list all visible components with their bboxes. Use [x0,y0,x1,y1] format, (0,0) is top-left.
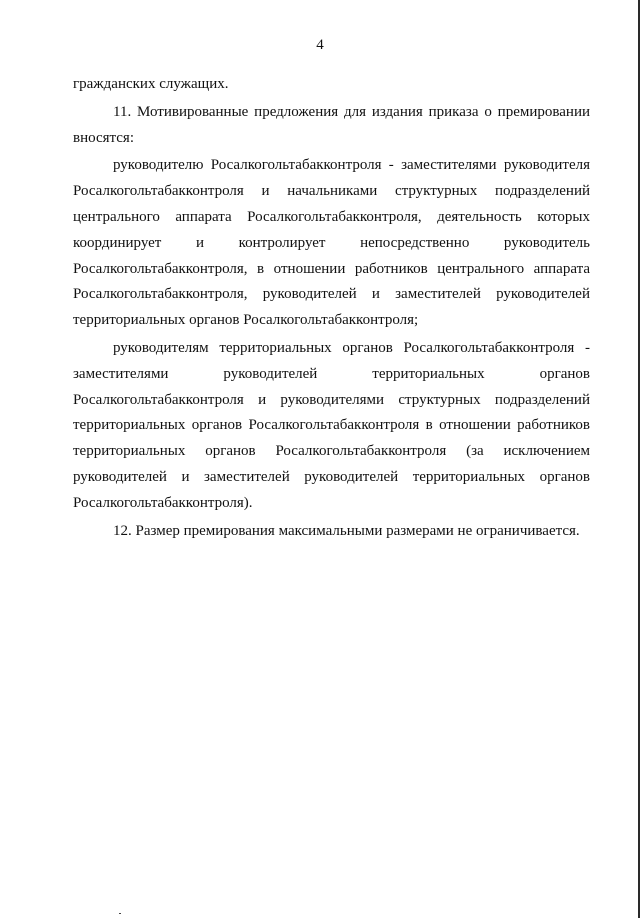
document-body [73,72,590,544]
paragraph-territorial-organs: руководителям территориальных органов Росалкогольтабакконтроля - заместителями руководителей территориальных органов Росалкогольтабакконтроля и руководителями структурных подразделений территориальных органов Росалкогольтабакконтроля в отношении работников территориальных органов Росалкогольтабакконтроля (за исключением руководителей и заместителей руководителей территориальных органов Росалкогольтабакконтроля). [73,339,590,511]
paragraph-central-apparatus: руководителю Росалкогольтабакконтроля - заместителями руководителя Росалкогольтабакконтроля и начальниками структурных подразделений центрального аппарата Росалкогольтабакконтроля, деятельность которых координирует и контролирует непосредственно руководитель Росалкогольтабакконтроля, в отношении работников центрального аппарата Росалкогольтабакконтроля, руководителей и заместителей руководителей территориальных органов Росалкогольтабакконтроля; [73,157,590,329]
page-number: 4 [316,37,324,53]
paragraph-item-11: 11. Мотивированные предложения для издания приказа о премировании вносятся: [73,103,590,146]
scan-speck [119,913,121,914]
paragraph-continuation: гражданских служащих. [73,76,229,92]
paragraph-item-12: 12. Размер премирования максимальными размерами не ограничивается. [113,522,580,539]
